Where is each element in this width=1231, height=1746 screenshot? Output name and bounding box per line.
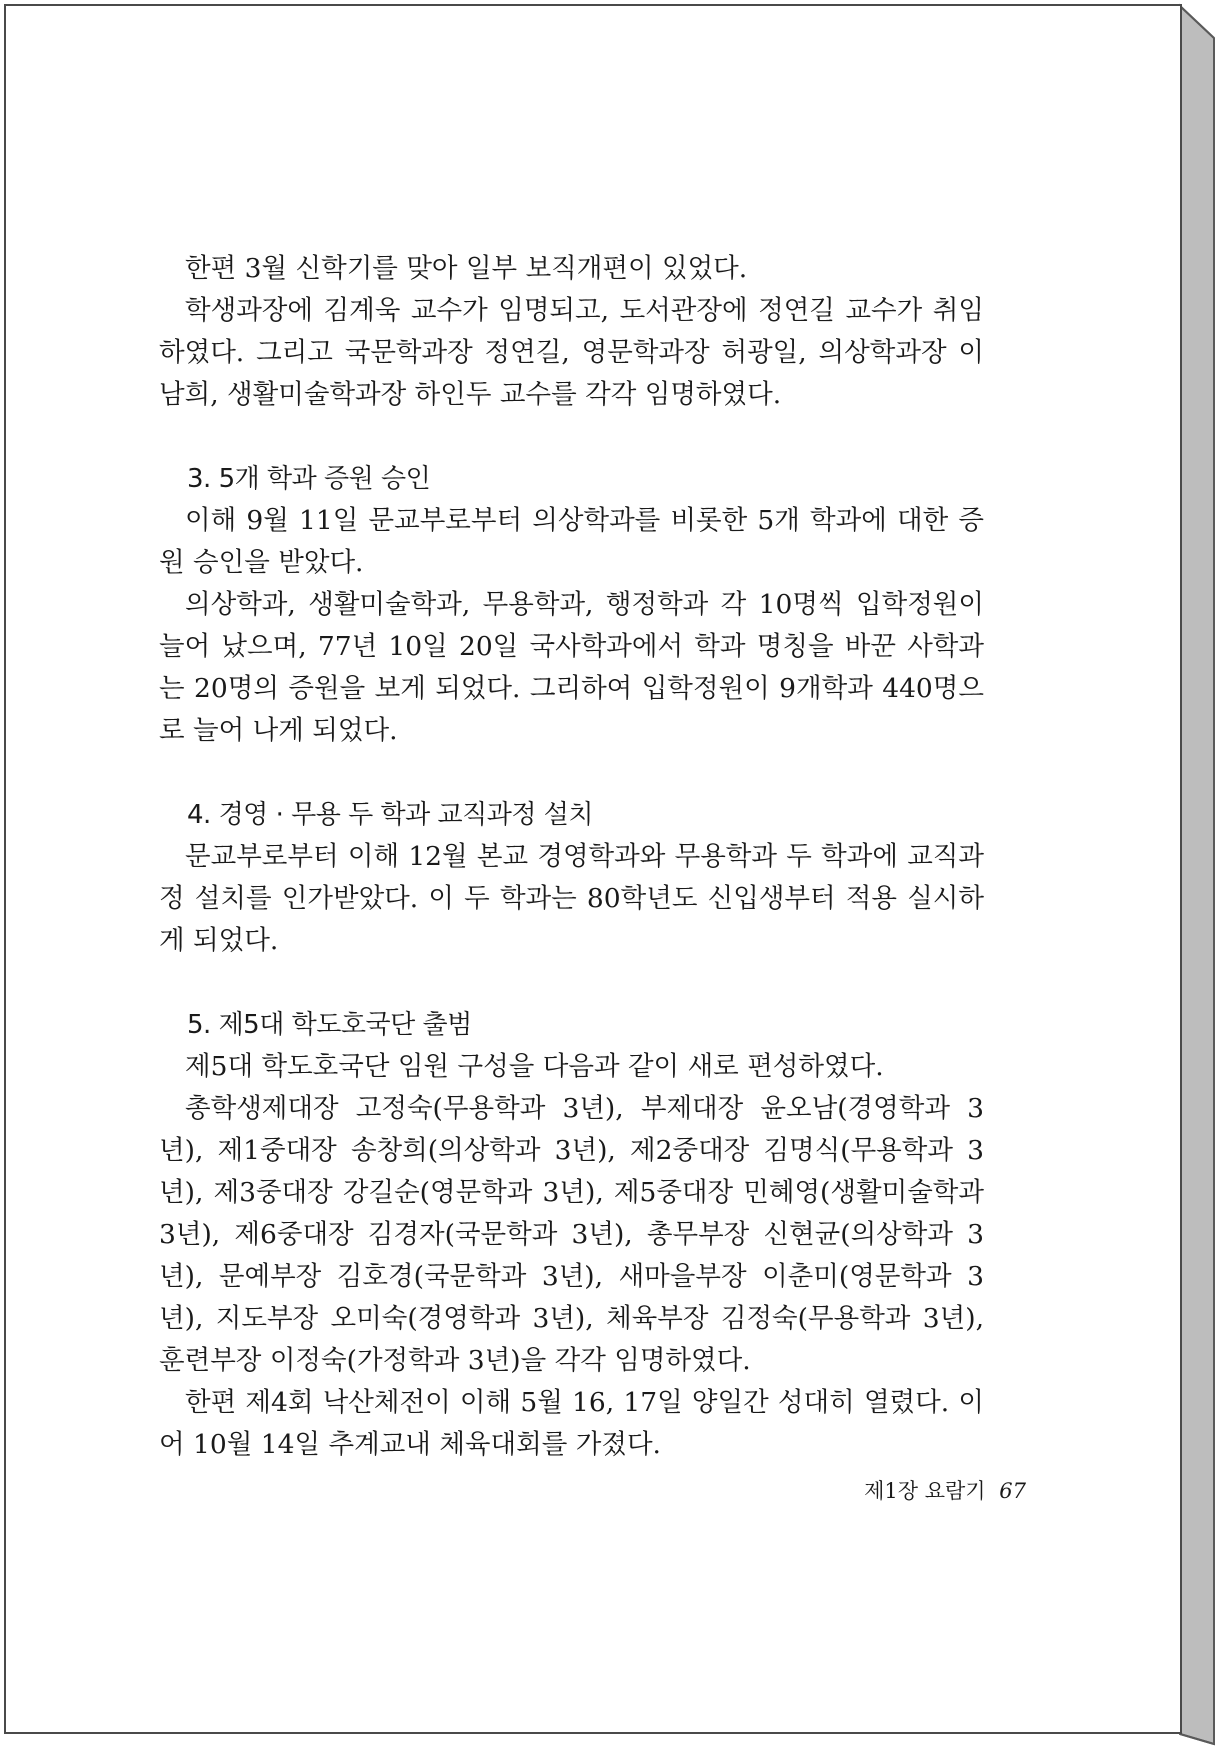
chapter-title: 제1장 요람기 <box>864 1479 986 1503</box>
section-heading-4: 4. 경영 · 무용 두 학과 교직과정 설치 <box>187 800 593 830</box>
section-heading-3: 3. 5개 학과 증원 승인 <box>187 464 431 494</box>
intro-paragraph-2: 학생과장에 김계욱 교수가 임명되고, 도서관장에 정연길 교수가 취임하였다. 그리고 국문학과장 정연길, 영문학과장 허광일, 의상학과장 이남희, 생활미술학과장 하인두 교수를 각각 임명하였다. <box>159 295 984 410</box>
section-3-paragraph-2: 의상학과, 생활미술학과, 무용학과, 행정학과 각 10명씩 입학정원이 늘어 났으며, 77년 10일 20일 국사학과에서 학과 명칭을 바꾼 사학과는 20명의 증원을 보게 되었다. 그리하여 입학정원이 9개학과 440명으로 늘어 나게 되었다. <box>159 589 984 746</box>
intro-paragraph-1: 한편 3월 신학기를 맞아 일부 보직개편이 있었다. <box>185 253 748 284</box>
page-body <box>159 248 984 1466</box>
section-5-paragraph-1: 제5대 학도호국단 임원 구성을 다음과 같이 새로 편성하였다. <box>185 1051 884 1082</box>
section-5-paragraph-3: 한편 제4회 낙산체전이 이해 5월 16, 17일 양일간 성대히 열렸다. 이어 10월 14일 추계교내 체육대회를 가졌다. <box>159 1387 984 1460</box>
section-3-paragraph-1: 이해 9월 11일 문교부로부터 의상학과를 비롯한 5개 학과에 대한 증원 승인을 받았다. <box>159 505 984 578</box>
section-5-paragraph-2: 총학생제대장 고정숙(무용학과 3년), 부제대장 윤오남(경영학과 3년), 제1중대장 송창희(의상학과 3년), 제2중대장 김명식(무용학과 3년), 제3중대장 강길순(영문학과 3년), 제5중대장 민혜영(생활미술학과 3년), 제6중대장 김경자(국문학과 3년), 총무부장 신현균(의상학과 3년), 문예부장 김호경(국문학과 3년), 새마을부장 이춘미(영문학과 3년), 지도부장 오미숙(경영학과 3년), 체육부장 김정숙(무용학과 3년), 훈련부장 이정숙(가정학과 3년)을 각각 임명하였다. <box>159 1093 984 1376</box>
page-number: 67 <box>999 1479 1026 1503</box>
section-heading-5: 5. 제5대 학도호국단 출범 <box>187 1010 472 1040</box>
page-footer <box>864 1476 1026 1506</box>
section-4-paragraph-1: 문교부로부터 이해 12월 본교 경영학과와 무용학과 두 학과에 교직과정 설치를 인가받았다. 이 두 학과는 80학년도 신입생부터 적용 실시하게 되었다. <box>159 841 984 956</box>
